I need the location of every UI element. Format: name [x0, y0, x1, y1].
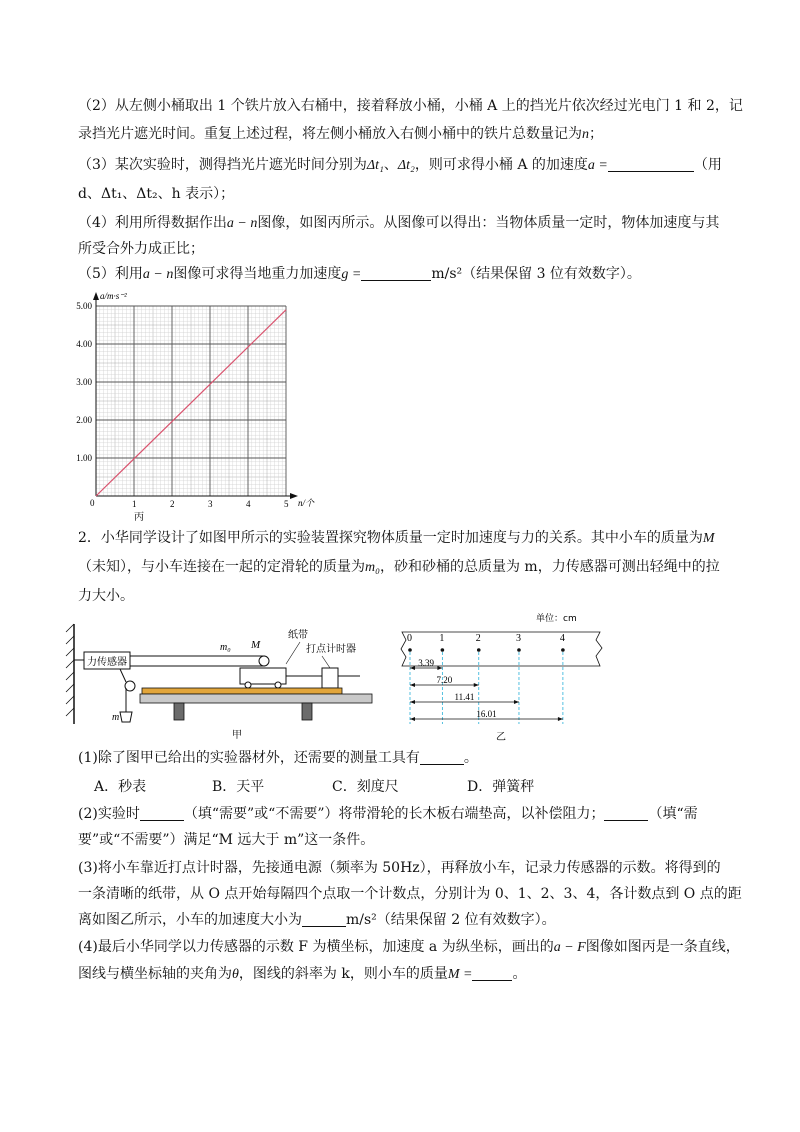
q1-step4-line2: 所受合外力成正比；	[78, 241, 204, 257]
q2-line2-text-a: （未知），与小车连接在一起的定滑轮的质量为	[78, 559, 365, 575]
q1-step5-line	[78, 264, 641, 285]
q1-step5-g: g =	[341, 267, 362, 282]
q1-step3-answer-blank[interactable]	[608, 157, 694, 172]
figure-yi	[396, 610, 616, 744]
q2-p4-text-b: 图像如图丙是一条直线，	[585, 939, 740, 955]
q1-step2-var: n	[582, 127, 589, 142]
q1-step3-text-b: ，则可求得小桶 A 的加速度	[414, 157, 588, 173]
q2-p2-text-a: (2)实验时	[78, 806, 140, 822]
q2-p3-text-b: （结果保留 2 位有效数字）。	[376, 912, 556, 928]
timer-label: 打点计时器	[306, 644, 356, 655]
distance-label: 16.01	[476, 709, 497, 719]
cart-body	[240, 668, 286, 684]
timer-leader	[322, 656, 330, 668]
arrow-head	[410, 666, 415, 670]
table-leg-left	[174, 703, 184, 720]
q2-p2-line2: 要”或“不需要”）满足“M 远大于 m”这一条件。	[78, 832, 375, 848]
cart-wheel-left	[245, 682, 251, 688]
m0-label: m₀	[220, 642, 231, 653]
tape-unit-label: 单位：cm	[536, 614, 577, 624]
arrow-head	[437, 666, 442, 670]
q1-step4-line1	[78, 213, 719, 234]
q1-step2-line1: （2）从左侧小桶取出 1 个铁片放入右桶中，接着释放小桶，小桶 A 上的挡光片依次经过光电门 1 和 2，记	[78, 98, 743, 114]
q2-p4-text-a: (4)最后小华同学以力传感器的示数 F 为横坐标，加速度 a 为纵坐标，画出的	[78, 939, 554, 955]
q2-line2-text-b: ，砂和砂桶的总质量为 m，力传感器可测出轻绳中的拉	[379, 559, 720, 575]
q2-M: M	[702, 531, 715, 546]
tape-point-label: 1	[439, 633, 445, 644]
graph-x-arrow	[290, 493, 298, 499]
q2-p4-end: 。	[512, 966, 527, 982]
arrow-head	[514, 700, 519, 704]
arrow-head	[474, 683, 479, 687]
y-tick-label: 2.00	[76, 415, 92, 425]
graph-origin: 0	[90, 498, 95, 508]
cart-wheel-right	[275, 682, 281, 688]
tape-dot	[561, 648, 565, 652]
x-tick-label: 1	[132, 499, 137, 509]
q2-p1-end: 。	[463, 750, 478, 766]
q1-step5-text-b: 图像可求得当地重力加速度	[173, 266, 342, 282]
q2-line2	[78, 557, 720, 578]
q1-step3-line2: d、Δt₁、Δt₂、h 表示）；	[78, 186, 235, 202]
q2-p2-text-b: （填“需要”或“不需要”）将带滑轮的长木板右端垫高，以补偿阻力；	[183, 806, 605, 822]
q2-p1-text: (1)除了图甲已给出的实验器材外，还需要的测量工具有	[78, 750, 420, 766]
x-tick-label: 5	[284, 499, 289, 509]
q2-p3-unit: m/s²	[346, 912, 377, 928]
x-tick-label: 4	[246, 499, 251, 509]
q1-step5-answer-blank[interactable]	[361, 266, 431, 281]
tape-point-label: 2	[475, 633, 481, 644]
arrow-head	[410, 717, 415, 721]
y-tick-label: 1.00	[76, 453, 92, 463]
graph-y-arrow	[93, 292, 99, 300]
table-leg-right	[302, 703, 312, 720]
graph-caption: 丙	[134, 512, 144, 523]
figure-yi-caption: 乙	[496, 732, 506, 743]
bucket-label: m	[112, 712, 120, 723]
y-tick-label: 5.00	[76, 301, 92, 311]
figure-jia	[60, 612, 380, 742]
q2-p4-theta: θ	[232, 967, 239, 982]
q2-p4-text-d: ，图线的斜率为 k，则小车的质量	[238, 966, 448, 982]
y-tick-label: 4.00	[76, 339, 92, 349]
q1-step4-an: a − n	[226, 216, 258, 231]
q1-step4-text-b: 图像，如图丙所示。从图像可以得出：当物体质量一定时，物体加速度与其	[257, 215, 720, 231]
q1-step3-t1: Δt₁	[366, 158, 384, 173]
q2-line1-text: 2．小华同学设计了如图甲所示的实验装置探究物体质量一定时加速度与力的关系。其中小车的质量为	[78, 530, 703, 546]
distance-label: 3.39	[418, 658, 435, 668]
rope-to-pulley	[120, 669, 126, 682]
q1-step3-t2: Δt₂	[397, 158, 415, 173]
tape-dot	[408, 648, 412, 652]
q1-step5-unit: m/s²	[431, 266, 463, 282]
tape-label: 纸带	[288, 630, 308, 641]
q2-p4-aF: a − F	[553, 940, 586, 955]
graph-bing	[60, 284, 320, 524]
q1-step2-text: 录挡光片遮光时间。重复上述过程，将左侧小桶放入右侧小桶中的铁片总数量记为	[78, 126, 582, 142]
q1-step5-an: a − n	[142, 267, 174, 282]
graph-ylabel: a/m·s⁻²	[100, 291, 127, 301]
arrow-head	[410, 700, 415, 704]
figure-jia-caption: 甲	[232, 730, 242, 741]
q1-step3-line1	[78, 155, 722, 176]
option-a[interactable]: A．秒表	[94, 779, 147, 795]
cart-M-label: M	[251, 639, 261, 651]
long-board	[142, 688, 342, 694]
q1-step3-a-eq: a =	[587, 158, 608, 173]
q1-step4-text-a: （4）利用所得数据作出	[78, 215, 227, 231]
q2-p3-line2: 一条清晰的纸带，从 O 点开始每隔四个点取一个计数点，分别计为 0、1、2、3、4，各计数点到 O 点的距	[78, 886, 742, 902]
timer-box	[322, 668, 338, 688]
distance-label: 7.20	[436, 675, 453, 685]
q2-p1	[78, 748, 478, 768]
q2-line3: 力大小。	[78, 588, 134, 604]
q2-p3-line1: (3)将小车靠近打点计时器，先接通电源（频率为 50Hz），再释放小车，记录力传感器的示数。将得到的	[78, 860, 721, 876]
q2-p1-answer-blank[interactable]	[420, 750, 464, 765]
q2-p2-text-c: （填“需	[648, 806, 698, 822]
q2-p2-line1	[78, 804, 698, 824]
tape-leader	[286, 642, 300, 664]
tape-point-label: 0	[407, 633, 412, 644]
force-sensor-label: 力传感器	[87, 657, 127, 668]
q1-step3-text-a: （3）某次实验时，测得挡光片遮光时间分别为	[78, 157, 367, 173]
q2-p2-blank-1[interactable]	[140, 806, 184, 821]
distance-label: 11.41	[454, 692, 475, 702]
sand-bucket	[120, 712, 132, 722]
q2-p4-text-c: 图线与横坐标轴的夹角为	[78, 966, 232, 982]
q1-step2-line2	[78, 124, 603, 145]
tape-dot	[517, 648, 521, 652]
q2-p4-answer-blank[interactable]	[472, 966, 512, 981]
q2-line1	[78, 528, 715, 549]
q1-step3-text-c: （用	[693, 157, 722, 173]
option-c[interactable]: C．刻度尺	[332, 779, 399, 795]
tape-point-label: 4	[559, 633, 565, 644]
graph-xlabel: n/个	[298, 498, 315, 508]
y-tick-label: 3.00	[76, 377, 92, 387]
q2-p3-line3	[78, 910, 556, 930]
q2-p4-M: M =	[447, 967, 473, 982]
q2-p4-line2	[78, 964, 526, 985]
q2-p4-line1	[78, 937, 740, 958]
tape-dot	[441, 648, 445, 652]
q1-step5-text-a: （5）利用	[78, 266, 143, 282]
option-b[interactable]: B．天平	[212, 779, 265, 795]
q1-step3-sep: 、	[383, 157, 398, 173]
q2-p3-text-a: 离如图乙所示，小车的加速度大小为	[78, 912, 302, 928]
wall-hatch	[66, 624, 74, 716]
q1-step5-text-c: （结果保留 3 位有效数字）。	[462, 266, 641, 282]
cart-pulley	[259, 656, 269, 666]
arrow-head	[558, 717, 563, 721]
x-tick-label: 2	[170, 499, 175, 509]
table-top	[140, 694, 372, 703]
tape-dot	[477, 648, 481, 652]
tape-point-label: 3	[515, 633, 521, 644]
q2-p2-blank-2[interactable]	[604, 806, 648, 821]
x-tick-label: 3	[208, 499, 213, 509]
q2-m0: m₀	[365, 560, 380, 575]
q1-step2-end: ；	[589, 126, 603, 142]
q2-p3-answer-blank[interactable]	[302, 912, 346, 927]
option-d[interactable]: D．弹簧秤	[467, 779, 535, 795]
arrow-head	[410, 683, 415, 687]
